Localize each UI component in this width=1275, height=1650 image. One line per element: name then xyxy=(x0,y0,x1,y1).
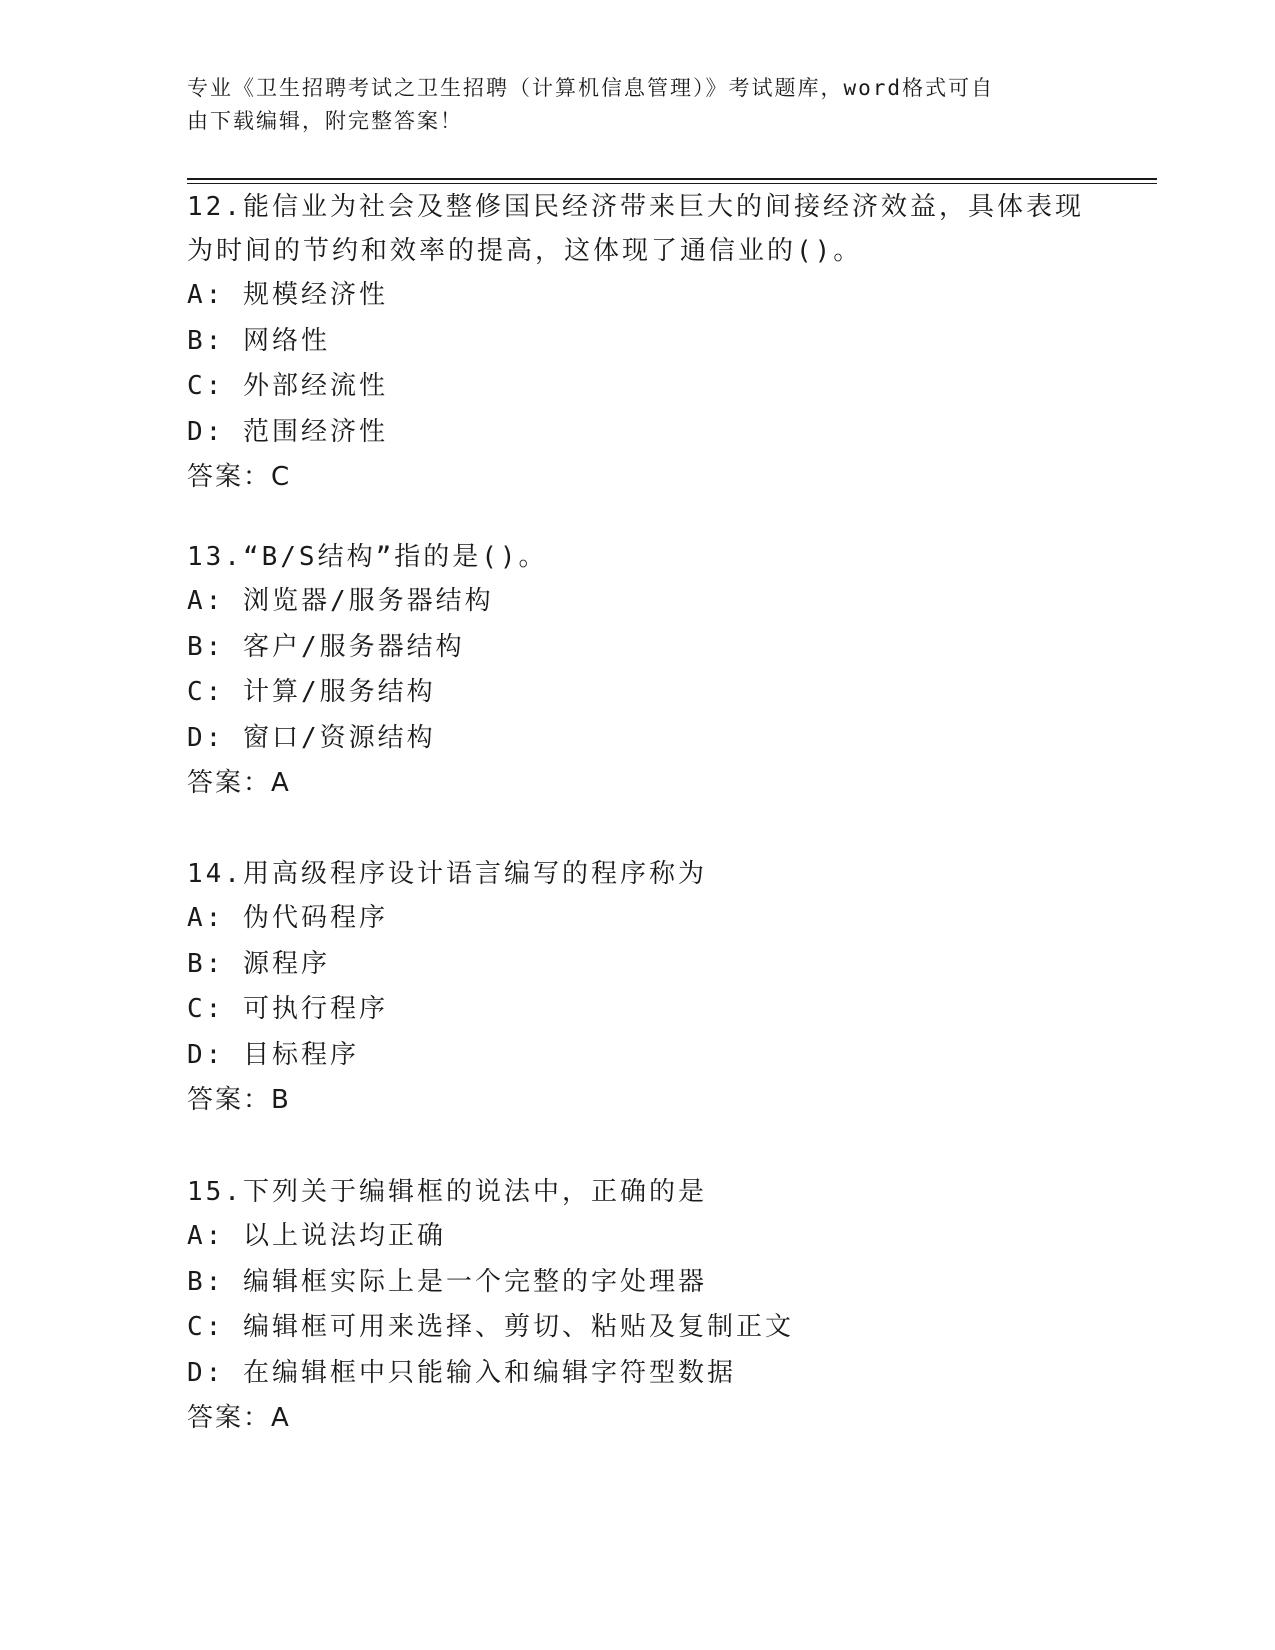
question-stem: 12.能信业为社会及整修国民经济带来巨大的间接经济效益，具体表现 xyxy=(187,192,1084,222)
option-a: A: 以上说法均正确 xyxy=(187,1221,446,1251)
option-d: D: 范围经济性 xyxy=(187,416,388,447)
option-a: A: 规模经济性 xyxy=(187,280,388,310)
option-c: C: 计算/服务结构 xyxy=(187,677,436,707)
option-b: B: 源程序 xyxy=(187,948,330,979)
answer: 答案：C xyxy=(187,462,292,492)
document-header xyxy=(187,72,1087,138)
header-divider-thick xyxy=(187,178,1157,180)
question-stem-continued: 为时间的节约和效率的提高，这体现了通信业的()。 xyxy=(187,236,863,266)
option-c: C: 外部经流性 xyxy=(187,371,388,401)
question-stem: 14.用高级程序设计语言编写的程序称为 xyxy=(187,859,707,889)
option-b: B: 编辑框实际上是一个完整的字处理器 xyxy=(187,1266,707,1297)
option-c: C: 可执行程序 xyxy=(187,994,388,1024)
header-line-2: 由下载编辑，附完整答案！ xyxy=(187,109,463,133)
option-a: A: 浏览器/服务器结构 xyxy=(187,586,494,616)
question-14 xyxy=(187,852,1087,1124)
question-stem: 13.“B/S结构”指的是()。 xyxy=(187,542,548,572)
question-12 xyxy=(187,185,1087,501)
option-a: A: 伪代码程序 xyxy=(187,903,388,933)
answer: 答案：B xyxy=(187,1085,291,1115)
option-b: B: 网络性 xyxy=(187,325,330,356)
question-15 xyxy=(187,1170,1087,1442)
question-stem: 15.下列关于编辑框的说法中，正确的是 xyxy=(187,1177,707,1207)
option-b: B: 客户/服务器结构 xyxy=(187,631,465,662)
header-line-1: 专业《卫生招聘考试之卫生招聘（计算机信息管理）》考试题库，word格式可自 xyxy=(187,76,995,100)
option-d: D: 窗口/资源结构 xyxy=(187,722,436,753)
answer: 答案：A xyxy=(187,768,291,798)
header-divider-thin xyxy=(187,183,1157,184)
option-d: D: 在编辑框中只能输入和编辑字符型数据 xyxy=(187,1357,736,1388)
answer: 答案：A xyxy=(187,1403,291,1433)
option-d: D: 目标程序 xyxy=(187,1039,359,1070)
option-c: C: 编辑框可用来选择、剪切、粘贴及复制正文 xyxy=(187,1312,794,1342)
question-13 xyxy=(187,535,1087,807)
